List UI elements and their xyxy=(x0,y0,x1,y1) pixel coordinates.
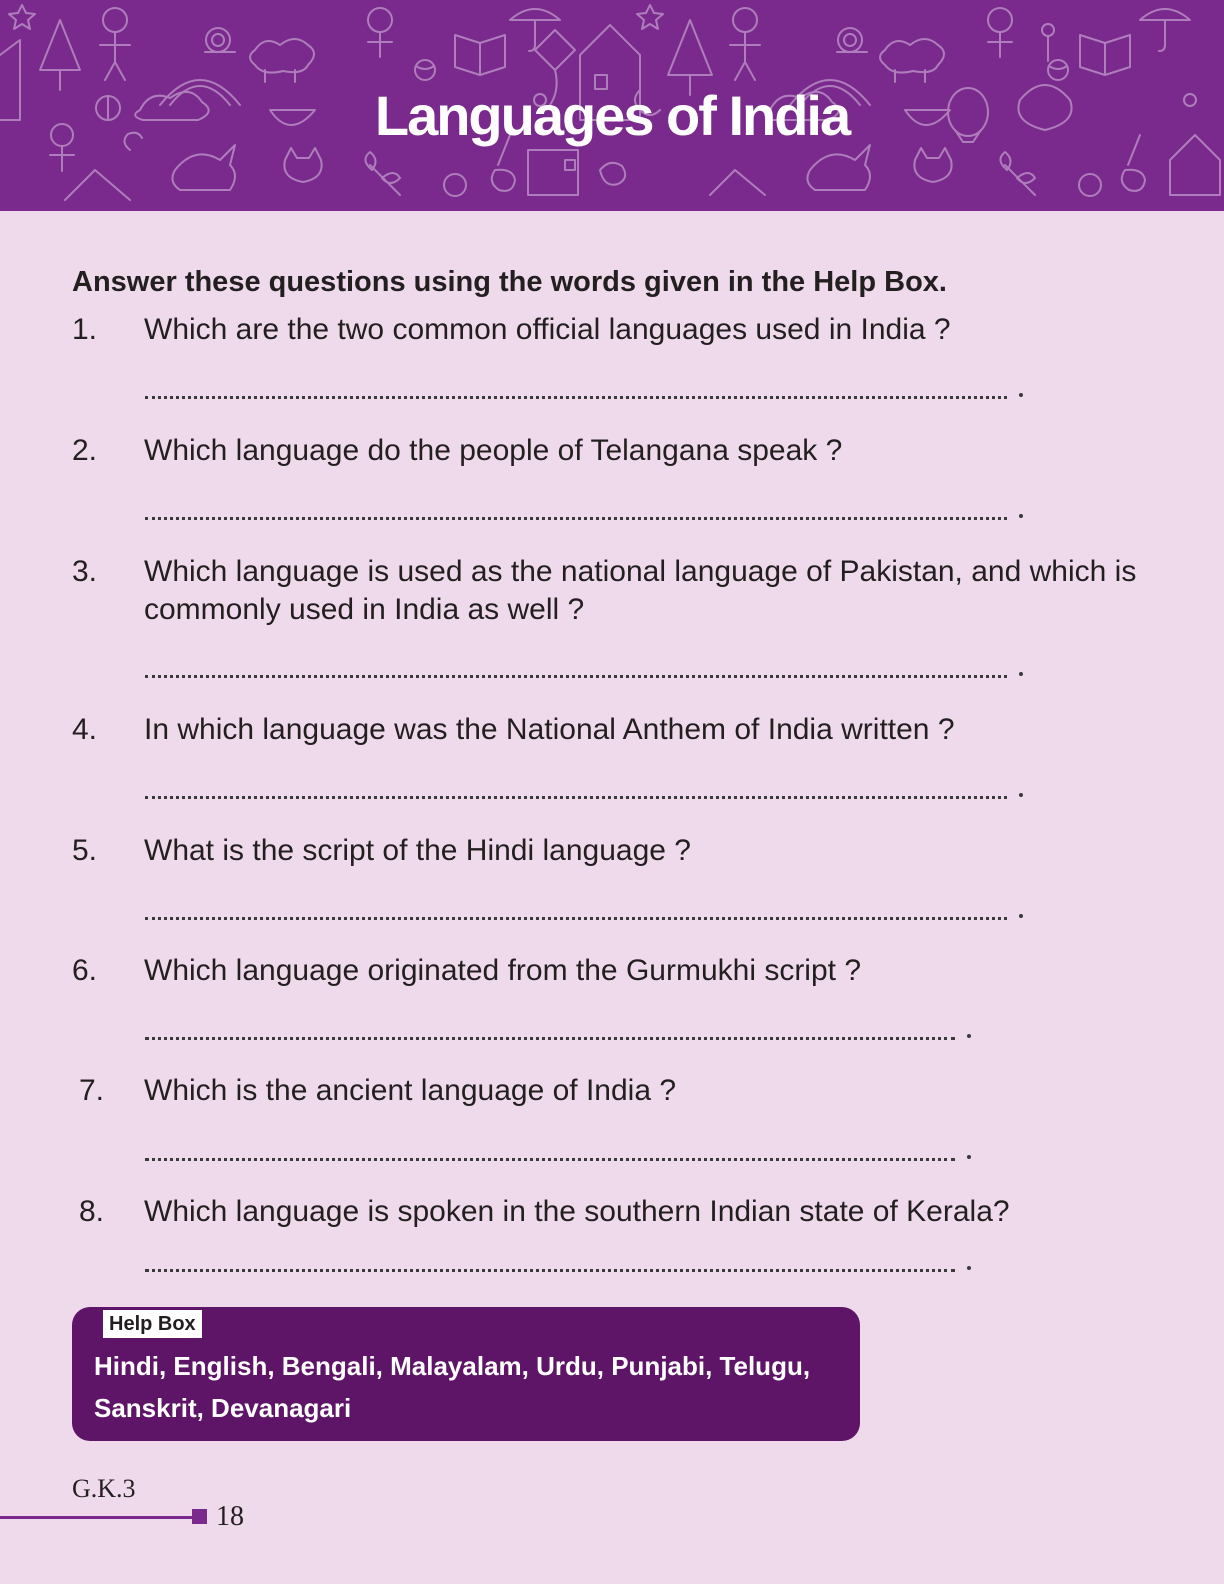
answer-line-end-dot xyxy=(1019,393,1023,397)
question-number: 7. xyxy=(79,1074,105,1107)
question-number: 2. xyxy=(72,434,98,467)
page-number: 18 xyxy=(216,1501,244,1532)
question-number: 6. xyxy=(72,954,98,987)
answer-line-5[interactable] xyxy=(145,897,1007,920)
answer-line-7[interactable] xyxy=(145,1138,955,1161)
question-text: What is the script of the Hindi language ? xyxy=(144,834,691,867)
question-text: Which are the two common official languages used in India ? xyxy=(144,313,951,346)
answer-line-end-dot xyxy=(967,1034,971,1038)
question-number: 3. xyxy=(72,555,98,588)
question-number: 8. xyxy=(79,1195,105,1228)
question-number: 1. xyxy=(72,313,98,346)
footer-rule xyxy=(0,1516,194,1519)
question-text: Which language is used as the national language of Pakistan, and which is commonly used in India as well ? xyxy=(144,555,1137,626)
answer-line-end-dot xyxy=(967,1155,971,1159)
answer-line-end-dot xyxy=(1019,914,1023,918)
answer-line-end-dot xyxy=(1019,672,1023,676)
question-text: Which language originated from the Gurmukhi script ? xyxy=(144,954,862,987)
question-text: In which language was the National Anthem of India written ? xyxy=(144,713,955,746)
answer-line-4[interactable] xyxy=(145,776,1007,799)
answer-line-3[interactable] xyxy=(145,655,1007,678)
question-number: 4. xyxy=(72,713,98,746)
answer-line-end-dot xyxy=(1019,793,1023,797)
question-number: 5. xyxy=(72,834,98,867)
help-box xyxy=(72,1307,860,1441)
page-title: Languages of India xyxy=(374,84,850,147)
book-code: G.K.3 xyxy=(72,1474,136,1503)
answer-line-end-dot xyxy=(1019,514,1023,518)
answer-line-6[interactable] xyxy=(145,1017,955,1040)
answer-line-1[interactable] xyxy=(145,376,1007,399)
question-text: Which language is spoken in the southern Indian state of Kerala? xyxy=(144,1195,1010,1228)
header-banner xyxy=(0,0,1224,211)
question-text: Which language do the people of Telangana speak ? xyxy=(144,434,843,467)
help-box-words: Hindi, English, Bengali, Malayalam, Urdu, Punjabi, Telugu, Sanskrit, Devanagari xyxy=(94,1351,811,1423)
answer-line-2[interactable] xyxy=(145,497,1007,520)
question-text: Which is the ancient language of India ? xyxy=(144,1074,677,1107)
answer-line-end-dot xyxy=(967,1266,971,1270)
footer-square-marker xyxy=(192,1509,207,1524)
instruction-text: Answer these questions using the words given in the Help Box. xyxy=(72,266,947,298)
answer-line-8[interactable] xyxy=(145,1249,955,1272)
help-box-label: Help Box xyxy=(103,1310,202,1338)
